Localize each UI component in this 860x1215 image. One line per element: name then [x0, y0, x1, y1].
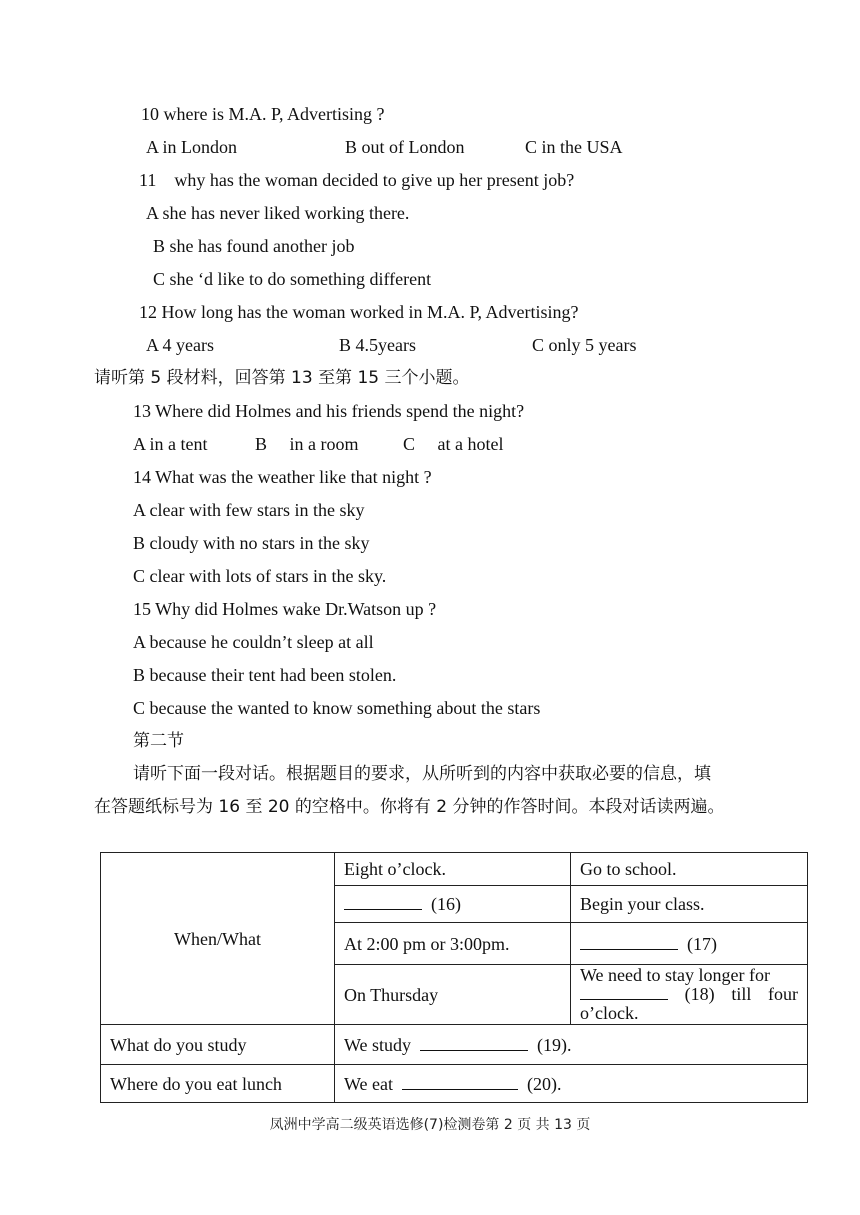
- q12-option-b: B 4.5years: [339, 335, 416, 355]
- time-eight: Eight o’clock.: [344, 859, 446, 879]
- q11-option-b: B she has found another job: [153, 236, 355, 256]
- q10-stem: 10 where is M.A. P, Advertising ?: [141, 104, 385, 124]
- we-eat-label: We eat: [344, 1073, 394, 1094]
- q12-option-a: A 4 years: [146, 335, 214, 355]
- blank-19-number: (19).: [537, 1034, 572, 1055]
- part2-instruction-line1: 请听下面一段对话。根据题目的要求，从所听到的内容中获取必要的信息，填: [133, 764, 711, 784]
- table-cell: [335, 1065, 808, 1103]
- q13-stem: 13 Where did Holmes and his friends spend the night?: [133, 401, 525, 421]
- q10-option-c: C in the USA: [525, 137, 623, 157]
- q14-option-b: B cloudy with no stars in the sky: [133, 533, 370, 553]
- time-afternoon: At 2:00 pm or 3:00pm.: [344, 933, 510, 954]
- q10-option-a: A in London: [146, 137, 238, 157]
- q11-stem: 11 why has the woman decided to give up her present job?: [139, 170, 575, 190]
- table-cell: [571, 853, 808, 886]
- when-what-label: When/What: [174, 928, 261, 949]
- table-row: [101, 1025, 808, 1065]
- blank-20-line[interactable]: [402, 1075, 518, 1090]
- blank-20-number: (20).: [527, 1073, 562, 1094]
- q14-option-c: C clear with lots of stars in the sky.: [133, 566, 387, 586]
- where-lunch-label: Where do you eat lunch: [110, 1073, 282, 1094]
- q14-option-a: A clear with few stars in the sky: [133, 500, 365, 520]
- q13-option-b: B in a room: [255, 434, 359, 454]
- table-cell: [571, 965, 808, 1025]
- blank-18-number: (18): [684, 984, 715, 1004]
- what-study-label: What do you study: [110, 1034, 247, 1055]
- q13-option-a: A in a tent: [133, 434, 208, 454]
- table-cell: [335, 923, 571, 965]
- table-cell: [101, 1025, 335, 1065]
- thursday-activity-line1: We need to stay longer for: [580, 965, 770, 985]
- blank-17-line[interactable]: [580, 935, 678, 950]
- blank-18-line[interactable]: [580, 985, 668, 1000]
- time-thursday: On Thursday: [344, 984, 439, 1005]
- q14-stem: 14 What was the weather like that night ?: [133, 467, 432, 487]
- table-cell: [335, 853, 571, 886]
- q10-option-b: B out of London: [345, 137, 465, 157]
- part2-instruction-line2: 在答题纸标号为 16 至 20 的空格中。你将有 2 分钟的作答时间。本段对话读两遍。: [94, 797, 725, 817]
- thursday-activity-line3: o’clock.: [580, 1003, 639, 1023]
- schedule-table: [100, 852, 808, 1103]
- table-cell: [101, 1065, 335, 1103]
- table-cell: [335, 886, 571, 923]
- q15-option-c: C because the wanted to know something about the stars: [133, 698, 541, 718]
- q15-stem: 15 Why did Holmes wake Dr.Watson up ?: [133, 599, 437, 619]
- table-cell: [571, 923, 808, 965]
- section5-intro: 请听第 5 段材料，回答第 13 至第 15 三个小题。: [94, 368, 470, 388]
- blank-17-number: (17): [687, 933, 717, 954]
- q12-option-c: C only 5 years: [532, 335, 637, 355]
- blank-16-line[interactable]: [344, 895, 422, 910]
- part2-heading: 第二节: [133, 731, 184, 751]
- when-what-cell: [101, 853, 335, 1025]
- q11-option-c: C she ‘d like to do something different: [153, 269, 432, 289]
- q15-option-b: B because their tent had been stolen.: [133, 665, 397, 685]
- table-row: [101, 853, 808, 886]
- thursday-activity-line2: [580, 985, 798, 1004]
- activity-go-to-school: Go to school.: [580, 859, 677, 879]
- q12-stem: 12 How long has the woman worked in M.A. P, Advertising?: [139, 302, 579, 322]
- page-footer: 凤洲中学高二级英语选修(7)检测卷第 2 页 共 13 页: [269, 1117, 591, 1133]
- blank-16-number: (16): [431, 894, 461, 914]
- q13-option-c: C at a hotel: [403, 434, 504, 454]
- table-cell: [571, 886, 808, 923]
- q11-option-a: A she has never liked working there.: [146, 203, 410, 223]
- blank-19-line[interactable]: [420, 1036, 528, 1051]
- table-row: [101, 1065, 808, 1103]
- q15-option-a: A because he couldn’t sleep at all: [133, 632, 374, 652]
- table-cell: [335, 965, 571, 1025]
- four-word: four: [767, 984, 798, 1004]
- table-cell: [335, 1025, 808, 1065]
- activity-begin-class: Begin your class.: [580, 894, 705, 914]
- we-study-label: We study: [344, 1034, 412, 1055]
- till-word: till: [731, 984, 752, 1004]
